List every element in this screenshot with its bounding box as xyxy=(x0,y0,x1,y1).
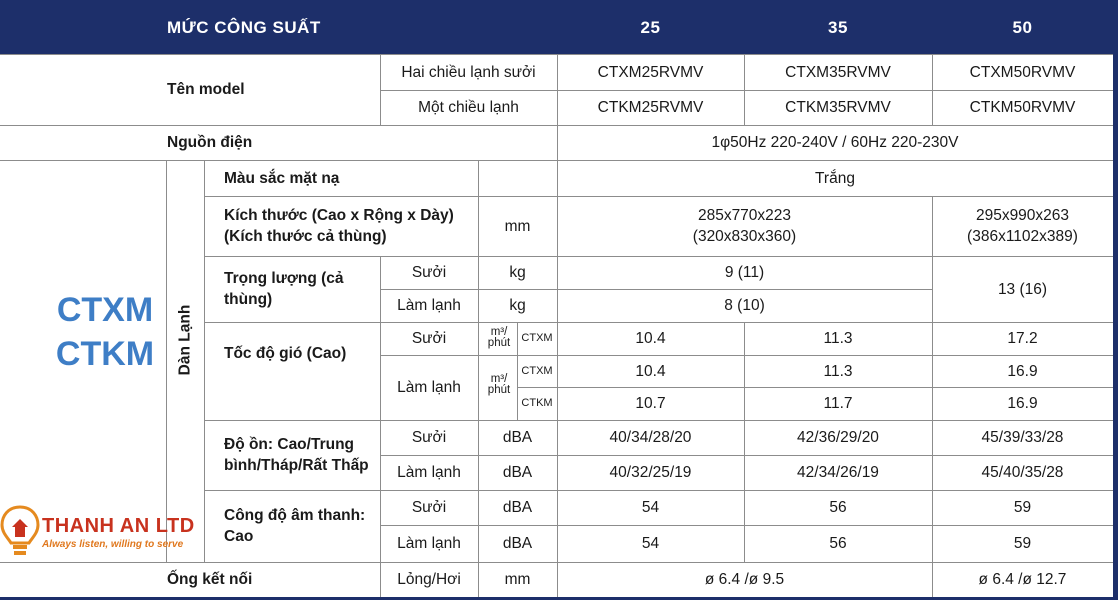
airflow-heat-ctxm-50: 17.2 xyxy=(1007,330,1038,347)
pipe-label: Ống kết nối xyxy=(167,571,253,588)
noise-cool-50: 45/40/35/28 xyxy=(981,464,1064,481)
power-label: Nguồn điện xyxy=(167,134,253,151)
power-value: 1φ50Hz 220-240V / 60Hz 220-230V xyxy=(711,134,959,151)
sound-power-label: Công độ âm thanh: Cao xyxy=(224,507,366,545)
airflow-heat-ctxm-35: 11.3 xyxy=(823,330,853,347)
heat-cool-label: Hai chiều lạnh sưởi xyxy=(401,63,536,81)
model-cool-only-35: CTKM35RVMV xyxy=(785,99,891,116)
weight-cool-unit: kg xyxy=(509,297,526,314)
company-logo xyxy=(0,505,200,565)
right-border-bar xyxy=(1113,0,1118,600)
sound-power-cool-label: Làm lạnh xyxy=(397,535,461,552)
model-label: Tên model xyxy=(167,81,245,98)
noise-heat-label: Sưởi xyxy=(411,429,447,446)
weight-50: 13 (16) xyxy=(997,280,1048,298)
capacity-50: 50 xyxy=(932,0,1113,54)
series-ctkm: CTKM xyxy=(55,335,155,373)
noise-heat-35: 42/36/29/20 xyxy=(797,429,879,446)
weight-heat-label: Sưởi xyxy=(411,264,447,281)
sound-power-heat-label: Sưởi xyxy=(411,499,447,516)
airflow-cool-ctxm-50: 16.9 xyxy=(1007,362,1038,380)
airflow-cool-ctkm-50: 16.9 xyxy=(1007,395,1038,412)
logo-name: THANH AN LTD xyxy=(42,515,195,537)
airflow-cool-unit: m³/ phút xyxy=(487,373,511,396)
noise-cool-label: Làm lạnh xyxy=(397,464,461,481)
weight-label: Trọng lượng (cả thùng) xyxy=(224,270,344,308)
logo-tagline: Always listen, willing to serve xyxy=(42,539,184,550)
panel-color-label: Màu sắc mặt nạ xyxy=(224,169,340,187)
panel-color-value: Trắng xyxy=(815,169,855,187)
weight-heat-25-35: 9 (11) xyxy=(724,264,765,281)
noise-cool-unit: dBA xyxy=(502,464,533,481)
sound-power-cool-25: 54 xyxy=(641,535,660,552)
indoor-unit-group-label: Dàn Lạnh xyxy=(176,304,193,376)
noise-cool-35: 42/34/26/19 xyxy=(797,464,879,481)
noise-cool-25: 40/32/25/19 xyxy=(609,464,692,481)
pipe-50: ø 6.4 /ø 12.7 xyxy=(978,571,1067,588)
sound-power-cool-35: 56 xyxy=(829,535,847,552)
model-heat-cool-25: CTXM25RVMV xyxy=(597,63,704,81)
weight-cool-25-35: 8 (10) xyxy=(724,297,765,314)
airflow-label: Tốc độ gió (Cao) xyxy=(224,345,347,362)
series-name xyxy=(40,288,170,376)
airflow-heat-unit: m³/ phút xyxy=(487,326,511,349)
capacity-35: 35 xyxy=(744,0,932,54)
dimensions-50: 295x990x263 (386x1102x389) xyxy=(967,207,1078,245)
airflow-cool-ctxm-tag: CTXM xyxy=(521,364,553,377)
dimensions-unit: mm xyxy=(504,217,531,235)
pipe-sub-label: Lỏng/Hơi xyxy=(397,571,461,588)
noise-heat-unit: dBA xyxy=(502,429,533,446)
sound-power-heat-35: 56 xyxy=(829,499,847,516)
dimensions-25-35: 285x770x223 (320x830x360) xyxy=(692,207,797,245)
sound-power-cool-50: 59 xyxy=(1013,535,1032,552)
airflow-cool-ctkm-25: 10.7 xyxy=(635,395,666,412)
model-heat-cool-35: CTXM35RVMV xyxy=(785,63,891,81)
airflow-cool-ctkm-35: 11.7 xyxy=(823,395,853,412)
pipe-25-35: ø 6.4 /ø 9.5 xyxy=(704,571,785,588)
sound-power-heat-50: 59 xyxy=(1013,499,1032,516)
capacity-25: 25 xyxy=(557,0,744,54)
capacity-header: MỨC CÔNG SUẤT xyxy=(0,0,1113,54)
pipe-unit: mm xyxy=(504,571,531,588)
noise-heat-50: 45/39/33/28 xyxy=(981,429,1064,446)
model-cool-only-50: CTKM50RVMV xyxy=(969,99,1076,116)
airflow-heat-ctxm-tag: CTXM xyxy=(521,332,553,344)
weight-heat-unit: kg xyxy=(509,264,526,281)
sound-power-heat-25: 54 xyxy=(641,499,660,516)
airflow-cool-label: Làm lạnh xyxy=(397,379,461,396)
airflow-cool-ctxm-25: 10.4 xyxy=(635,362,666,380)
lightbulb-icon xyxy=(0,505,40,561)
model-heat-cool-50: CTXM50RVMV xyxy=(969,63,1076,81)
model-cool-only-25: CTKM25RVMV xyxy=(597,99,704,116)
series-ctxm: CTXM xyxy=(56,291,154,329)
sound-power-heat-unit: dBA xyxy=(502,499,533,516)
weight-cool-label: Làm lạnh xyxy=(397,297,461,314)
airflow-cool-ctxm-35: 11.3 xyxy=(823,362,853,380)
airflow-cool-ctkm-tag: CTKM xyxy=(521,397,553,409)
noise-heat-25: 40/34/28/20 xyxy=(609,429,692,446)
airflow-heat-ctxm-25: 10.4 xyxy=(635,330,666,347)
cool-only-label: Một chiều lạnh xyxy=(418,99,519,116)
noise-label: Độ ồn: Cao/Trung bình/Tháp/Rất Thấp xyxy=(224,436,369,474)
airflow-heat-label: Sưởi xyxy=(411,330,447,347)
dimensions-label: Kích thước (Cao x Rộng x Dày) (Kích thước cả thùng) xyxy=(224,207,454,245)
sound-power-cool-unit: dBA xyxy=(502,535,533,552)
